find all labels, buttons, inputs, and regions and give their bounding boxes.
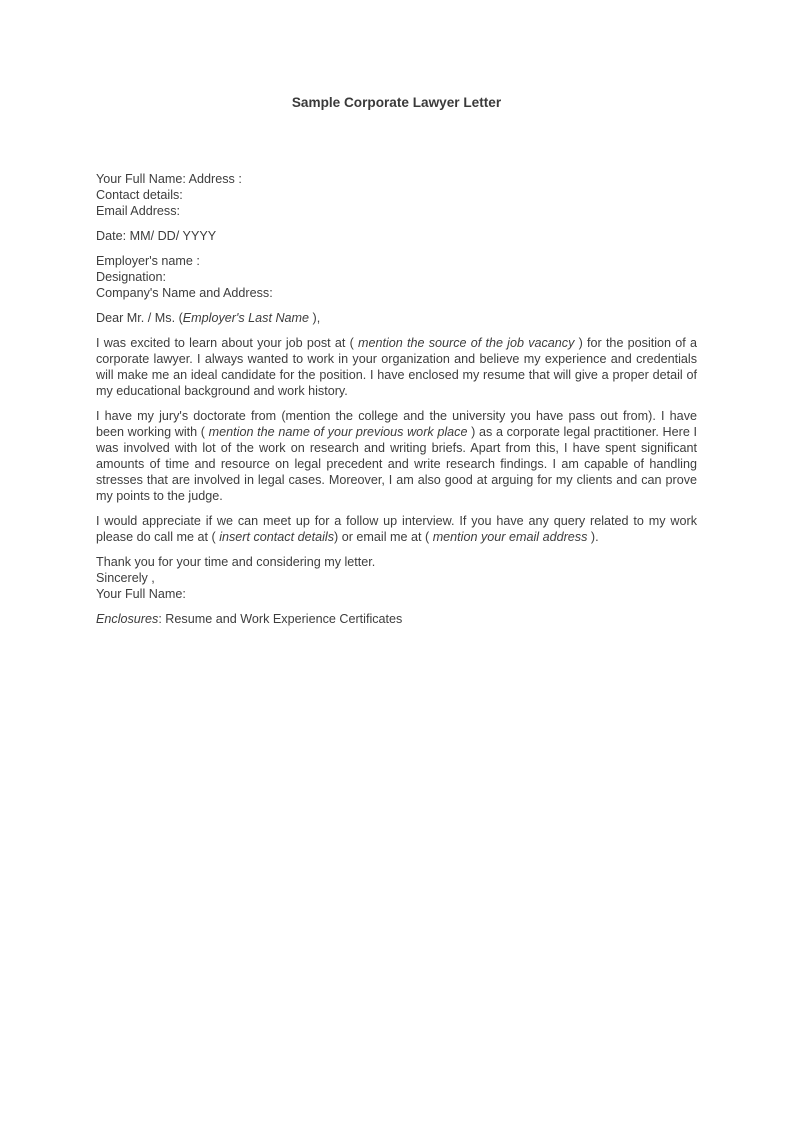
sender-name-line: Your Full Name: Address : [96, 172, 242, 186]
recipient-name-line: Employer's name : [96, 254, 200, 268]
body-paragraph-2: I have my jury's doctorate from (mention the college and the university you have pass out from). I have been working with ( mention the name of your previous work place ) as a corporate legal practitioner. Here I was involved with lot of the work on research and writing briefs. Apart from this, I have spent significant amounts of time and resource on legal precedent and write research findings. I am capable of handling stresses that are involved in legal cases. Moreover, I am also good at arguing for my clients and can prove my points to the judge. [96, 409, 697, 503]
body-paragraph-3: I would appreciate if we can meet up for a follow up interview. If you have any query related to my work please do call me at ( insert contact details) or email me at ( mention your email address ). [96, 514, 697, 544]
letter-title: Sample Corporate Lawyer Letter [291, 95, 502, 110]
salutation-line: Dear Mr. / Ms. (Employer's Last Name ), [96, 311, 321, 325]
sender-block [96, 171, 697, 219]
recipient-block [96, 253, 697, 301]
closing-name-line: Your Full Name: [96, 587, 186, 601]
closing-thanks-line: Thank you for your time and considering my letter. [96, 555, 376, 569]
sender-contact-line: Contact details: [96, 188, 183, 202]
enclosures-line: Enclosures: Resume and Work Experience Certificates [96, 612, 403, 626]
closing-block [96, 554, 697, 602]
body-paragraph-1: I was excited to learn about your job post at ( mention the source of the job vacancy ) for the position of a corporate lawyer. I always wanted to work in your organization and believe my experience and credentials will make me an ideal candidate for the position. I have enclosed my resume that will give a proper detail of my educational background and work history. [96, 336, 698, 398]
recipient-designation-line: Designation: [96, 270, 167, 284]
closing-sincerely-line: Sincerely , [96, 571, 155, 585]
date-line: Date: MM/ DD/ YYYY [96, 229, 217, 243]
recipient-company-line: Company's Name and Address: [96, 286, 273, 300]
sender-email-line: Email Address: [96, 204, 180, 218]
